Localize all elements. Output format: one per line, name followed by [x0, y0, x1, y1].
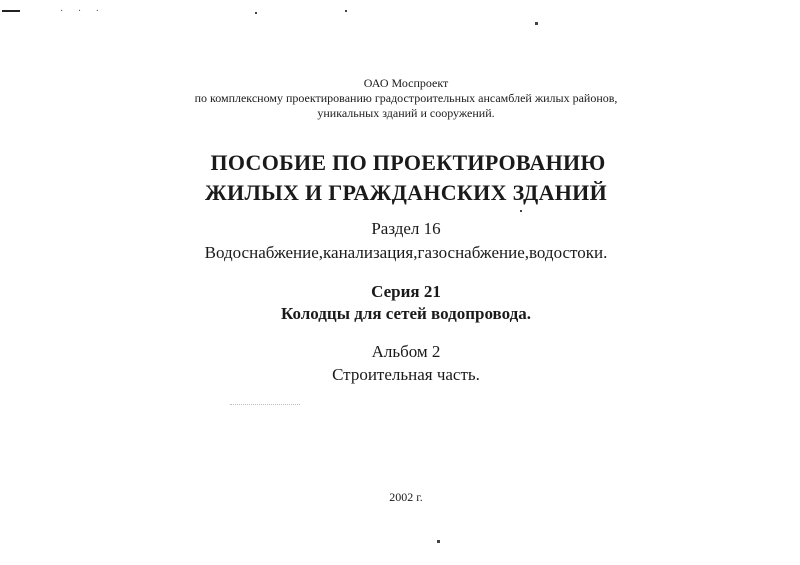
- scan-speck: [345, 10, 347, 12]
- scan-speck: [520, 210, 522, 212]
- organization-description-line2: уникальных зданий и сооружений.: [317, 106, 495, 120]
- document-title-line1: ПОСОБИЕ ПО ПРОЕКТИРОВАНИЮ: [210, 150, 606, 175]
- album-label: Альбом 2: [371, 342, 441, 361]
- organization-name: ОАО Моспроект: [363, 76, 449, 90]
- album-title: Строительная часть.: [332, 365, 480, 384]
- organization-description-line1: по комплексному проектированию градостроительных ансамблей жилых районов,: [194, 91, 618, 105]
- scan-speck: [535, 22, 538, 25]
- scan-artifact-mark: [2, 10, 20, 12]
- scan-speck: [255, 12, 257, 14]
- scan-speck: [437, 540, 440, 543]
- section-description: Водоснабжение,канализация,газоснабжение,водостоки.: [204, 243, 608, 262]
- scan-faint-line: [230, 404, 300, 405]
- section-label: Раздел 16: [371, 219, 441, 238]
- scan-artifact-dots: · · ·: [60, 6, 105, 17]
- series-title: Колодцы для сетей водопровода.: [281, 304, 531, 323]
- publication-year: 2002 г.: [389, 490, 423, 504]
- document-title-line2: ЖИЛЫХ И ГРАЖДАНСКИХ ЗДАНИЙ: [204, 180, 608, 205]
- series-label: Серия 21: [371, 282, 441, 301]
